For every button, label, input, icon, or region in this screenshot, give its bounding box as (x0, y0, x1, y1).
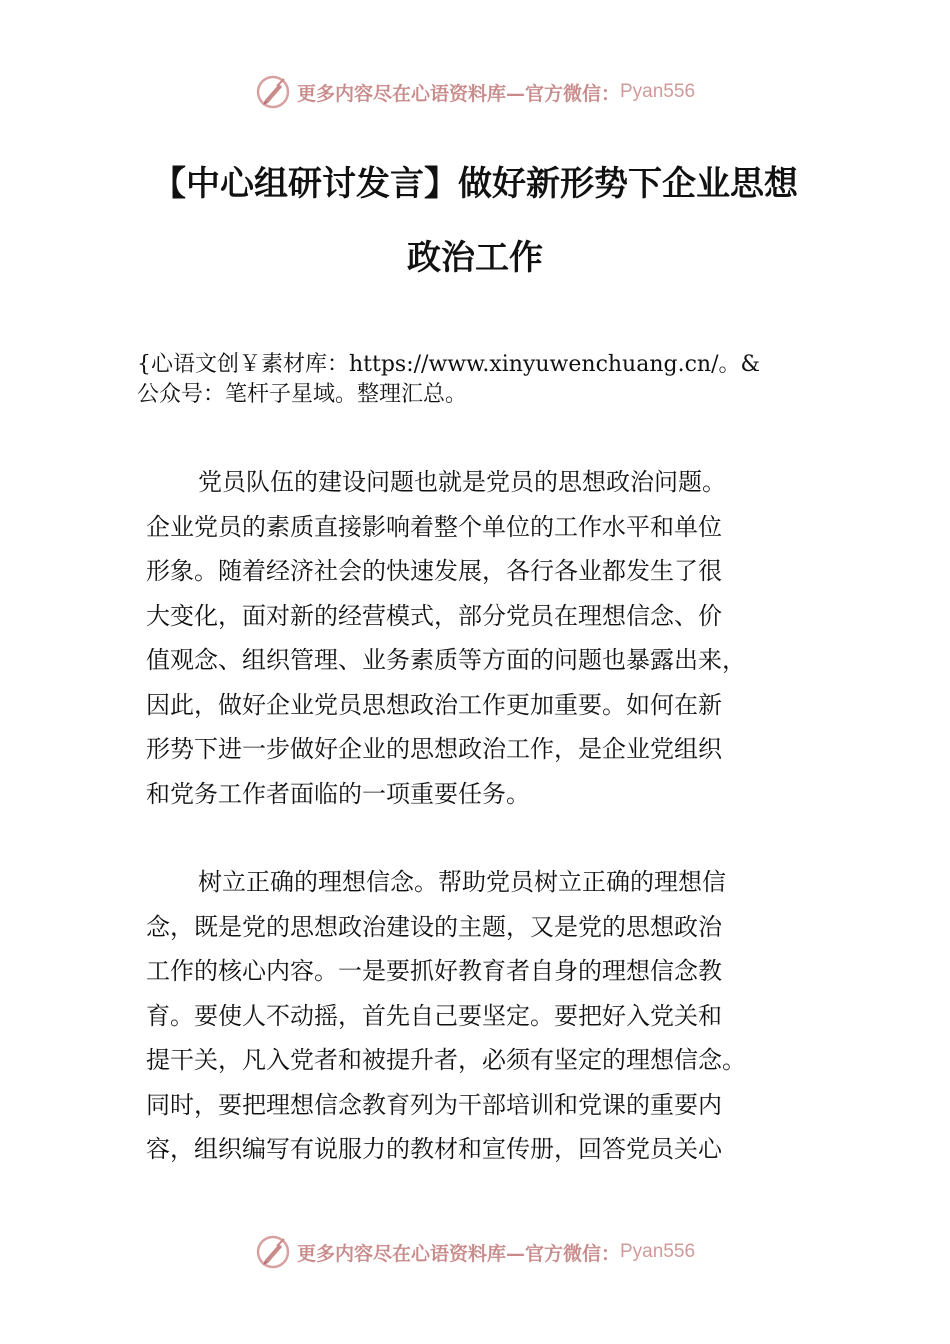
paragraph-line: 形势下进一步做好企业的思想政治工作，是企业党组织 (146, 735, 722, 763)
paragraph-line: 容，组织编写有说服力的教材和宣传册，回答党员关心 (146, 1135, 722, 1163)
wechat-id: Pyan556 (620, 1241, 696, 1262)
quill-pen-logo-icon (255, 74, 291, 110)
paragraph-line: 工作的核心内容。一是要抓好教育者自身的理想信念教 (146, 957, 722, 985)
source-line1: {心语文创￥素材库：https://www.xinyuwenchuang.cn/。& (137, 352, 761, 377)
paragraph-line: 因此，做好企业党员思想政治工作更加重要。如何在新 (146, 690, 722, 719)
paragraph-line: 提干关，凡入党者和被提升者，必须有坚定的理想信念。 (146, 1046, 746, 1074)
paragraph-line: 树立正确的理想信念。帮助党员树立正确的理想信 (198, 868, 726, 896)
paragraph-line: 念，既是党的思想政治建设的主题，又是党的思想政治 (146, 912, 722, 941)
paragraph-line: 值观念、组织管理、业务素质等方面的问题也暴露出来， (146, 646, 746, 674)
paragraph-line: 育。要使人不动摇，首先自己要坚定。要把好入党关和 (146, 1001, 722, 1030)
paragraph-line: 企业党员的素质直接影响着整个单位的工作水平和单位 (146, 512, 722, 541)
paragraph-line: 形象。随着经济社会的快速发展，各行各业都发生了很 (146, 557, 722, 585)
source-note (137, 350, 857, 410)
source-line2: 公众号：笔杆子星域。整理汇总。 (137, 382, 468, 407)
paragraph-line: 同时，要把理想信念教育列为干部培训和党课的重要内 (146, 1090, 722, 1119)
banner-text: 更多内容尽在心语资料库—官方微信： (296, 1242, 620, 1265)
header-banner (0, 72, 950, 112)
paragraph-2 (146, 860, 826, 1172)
document-title-line1: 【中心组研讨发言】做好新形势下企业思想 (152, 164, 798, 204)
wechat-id: Pyan556 (620, 81, 696, 102)
paragraph-1 (146, 460, 826, 816)
quill-pen-logo-icon (255, 1234, 291, 1270)
paragraph-line: 和党务工作者面临的一项重要任务。 (146, 779, 530, 808)
document-title-line2: 政治工作 (407, 238, 543, 278)
footer-banner (0, 1232, 950, 1272)
paragraph-line: 党员队伍的建设问题也就是党员的思想政治问题。 (198, 468, 726, 496)
banner-text: 更多内容尽在心语资料库—官方微信： (296, 82, 620, 105)
paragraph-line: 大变化，面对新的经营模式，部分党员在理想信念、价 (146, 601, 722, 630)
